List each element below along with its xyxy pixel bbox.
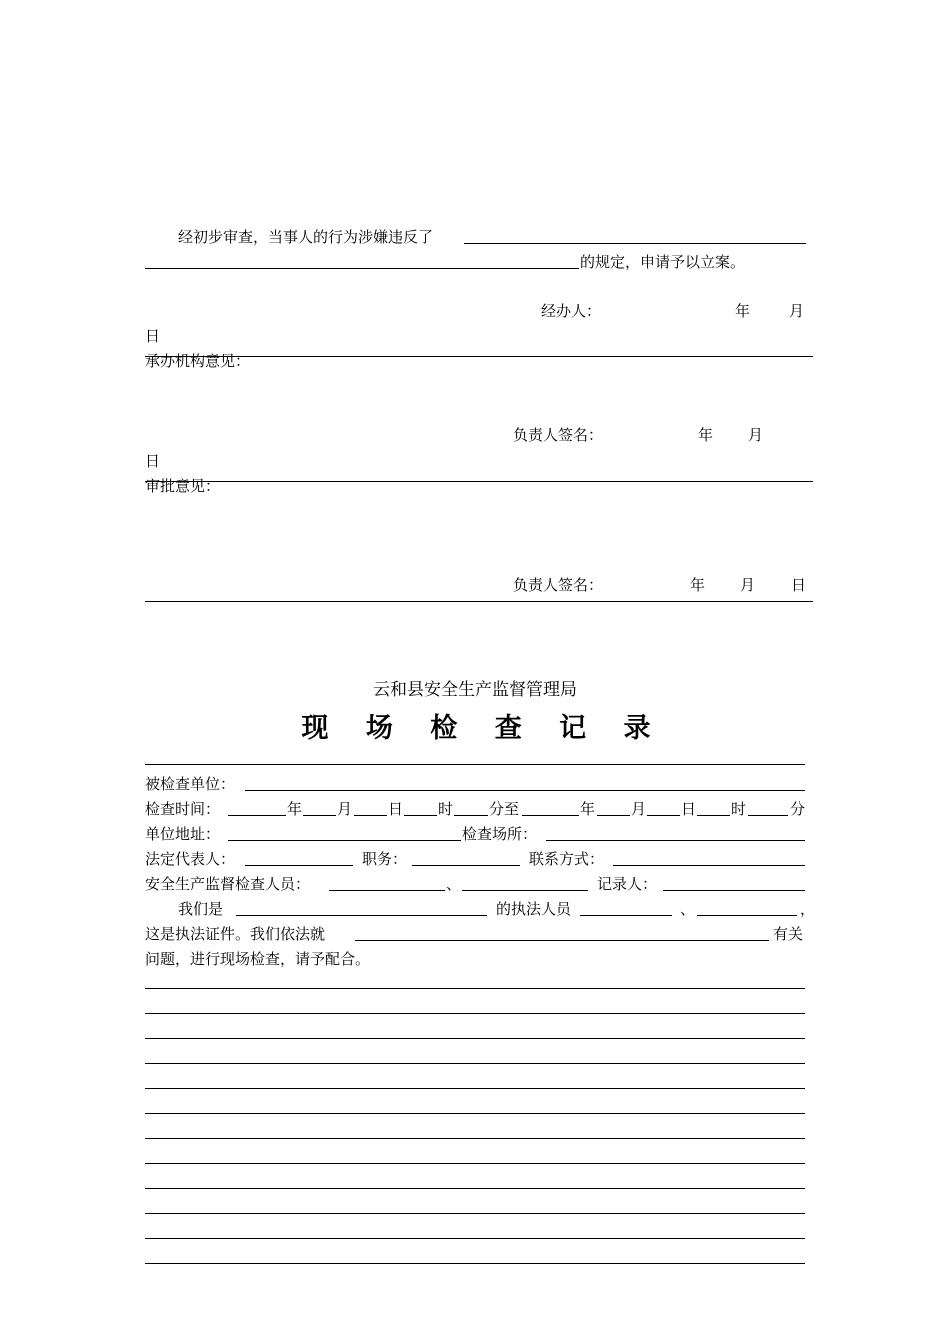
time-unit-month: 月 [631, 800, 647, 818]
inspectors-label: 安全生产监督检查人员： [145, 875, 311, 893]
position-label: 职务： [362, 850, 408, 868]
inspected-unit-label: 被检查单位： [145, 775, 236, 793]
approval-year-label: 年 [690, 576, 706, 594]
time-unit-minute: 分 [790, 800, 806, 818]
statement-line2-start: 这是执法证件。我们依法就 [145, 925, 326, 943]
time-unit-minute-to: 分至 [489, 800, 520, 818]
inspected-unit-field[interactable] [245, 790, 805, 791]
address-field[interactable] [228, 840, 461, 841]
writing-line[interactable] [145, 1238, 805, 1239]
end-month-field[interactable] [597, 815, 630, 816]
site-field[interactable] [546, 840, 805, 841]
org-month-label: 月 [748, 426, 764, 444]
end-minute-field[interactable] [748, 815, 788, 816]
legal-rep-label: 法定代表人： [145, 850, 236, 868]
time-unit-hour: 时 [731, 800, 747, 818]
section-divider [145, 601, 813, 602]
start-year-field[interactable] [228, 815, 286, 816]
time-unit-year: 年 [580, 800, 596, 818]
violated-law-blank-cont[interactable] [145, 268, 579, 269]
writing-line[interactable] [145, 1188, 805, 1189]
writing-line[interactable] [145, 988, 805, 989]
writing-line[interactable] [145, 1038, 805, 1039]
org-year-label: 年 [698, 426, 714, 444]
officer-1-field[interactable] [580, 915, 672, 916]
statement-separator: 、 [680, 900, 696, 918]
agency-field[interactable] [236, 915, 487, 916]
writing-line[interactable] [145, 1088, 805, 1089]
writing-line[interactable] [145, 1013, 805, 1014]
start-day-field[interactable] [354, 815, 387, 816]
end-day-field[interactable] [647, 815, 680, 816]
time-label: 检查时间： [145, 800, 221, 818]
approval-opinion-label: 审批意见： [145, 477, 221, 495]
handler-month-label: 月 [789, 302, 805, 320]
start-minute-field[interactable] [454, 815, 488, 816]
inspectors-separator: 、 [446, 875, 462, 893]
writing-line[interactable] [145, 1063, 805, 1064]
handler-year-label: 年 [735, 302, 751, 320]
time-unit-month: 月 [337, 800, 353, 818]
org-opinion-label: 承办机构意见： [145, 352, 251, 370]
time-unit-year: 年 [287, 800, 303, 818]
org-sign-label: 负责人签名： [513, 426, 604, 444]
position-field[interactable] [412, 865, 520, 866]
violated-law-blank[interactable] [464, 243, 806, 244]
title-rule [145, 764, 805, 765]
legal-rep-field[interactable] [245, 865, 353, 866]
start-month-field[interactable] [303, 815, 336, 816]
site-label: 检查场所： [462, 825, 538, 843]
end-hour-field[interactable] [697, 815, 730, 816]
org-day-label: 日 [145, 452, 161, 470]
start-hour-field[interactable] [404, 815, 437, 816]
writing-line[interactable] [145, 1263, 805, 1264]
contact-field[interactable] [613, 865, 805, 866]
writing-line[interactable] [145, 1213, 805, 1214]
time-unit-day: 日 [388, 800, 404, 818]
filing-intro-text: 经初步审查，当事人的行为涉嫌违反了 [178, 228, 434, 246]
address-label: 单位地址： [145, 825, 221, 843]
filing-suffix-text: 的规定，申请予以立案。 [580, 253, 746, 271]
statement-comma: ， [800, 900, 816, 918]
officer-2-field[interactable] [697, 915, 797, 916]
record-title: 现 场 检 查 记 录 [301, 713, 665, 744]
inspector-2-field[interactable] [462, 890, 588, 891]
approval-sign-label: 负责人签名： [513, 576, 604, 594]
contact-label: 联系方式： [529, 850, 605, 868]
section-divider [145, 481, 813, 482]
statement-we-are: 我们是 [178, 900, 224, 918]
org-name: 云和县安全生产监督管理局 [373, 680, 577, 700]
time-unit-day: 日 [681, 800, 697, 818]
approval-month-label: 月 [740, 576, 756, 594]
end-year-field[interactable] [522, 815, 579, 816]
recorder-label: 记录人： [597, 875, 658, 893]
writing-line[interactable] [145, 1163, 805, 1164]
inspector-1-field[interactable] [329, 890, 445, 891]
writing-line[interactable] [145, 1113, 805, 1114]
handler-label: 经办人： [541, 302, 602, 320]
approval-day-label: 日 [791, 576, 807, 594]
recorder-field[interactable] [663, 890, 805, 891]
handler-day-label: 日 [145, 327, 161, 345]
statement-officers: 的执法人员 [496, 900, 572, 918]
statement-line3: 问题，进行现场检查，请予配合。 [145, 950, 371, 968]
statement-line2-end: 有关 [773, 925, 804, 943]
writing-line[interactable] [145, 1138, 805, 1139]
matter-field[interactable] [355, 940, 769, 941]
time-unit-hour: 时 [438, 800, 454, 818]
